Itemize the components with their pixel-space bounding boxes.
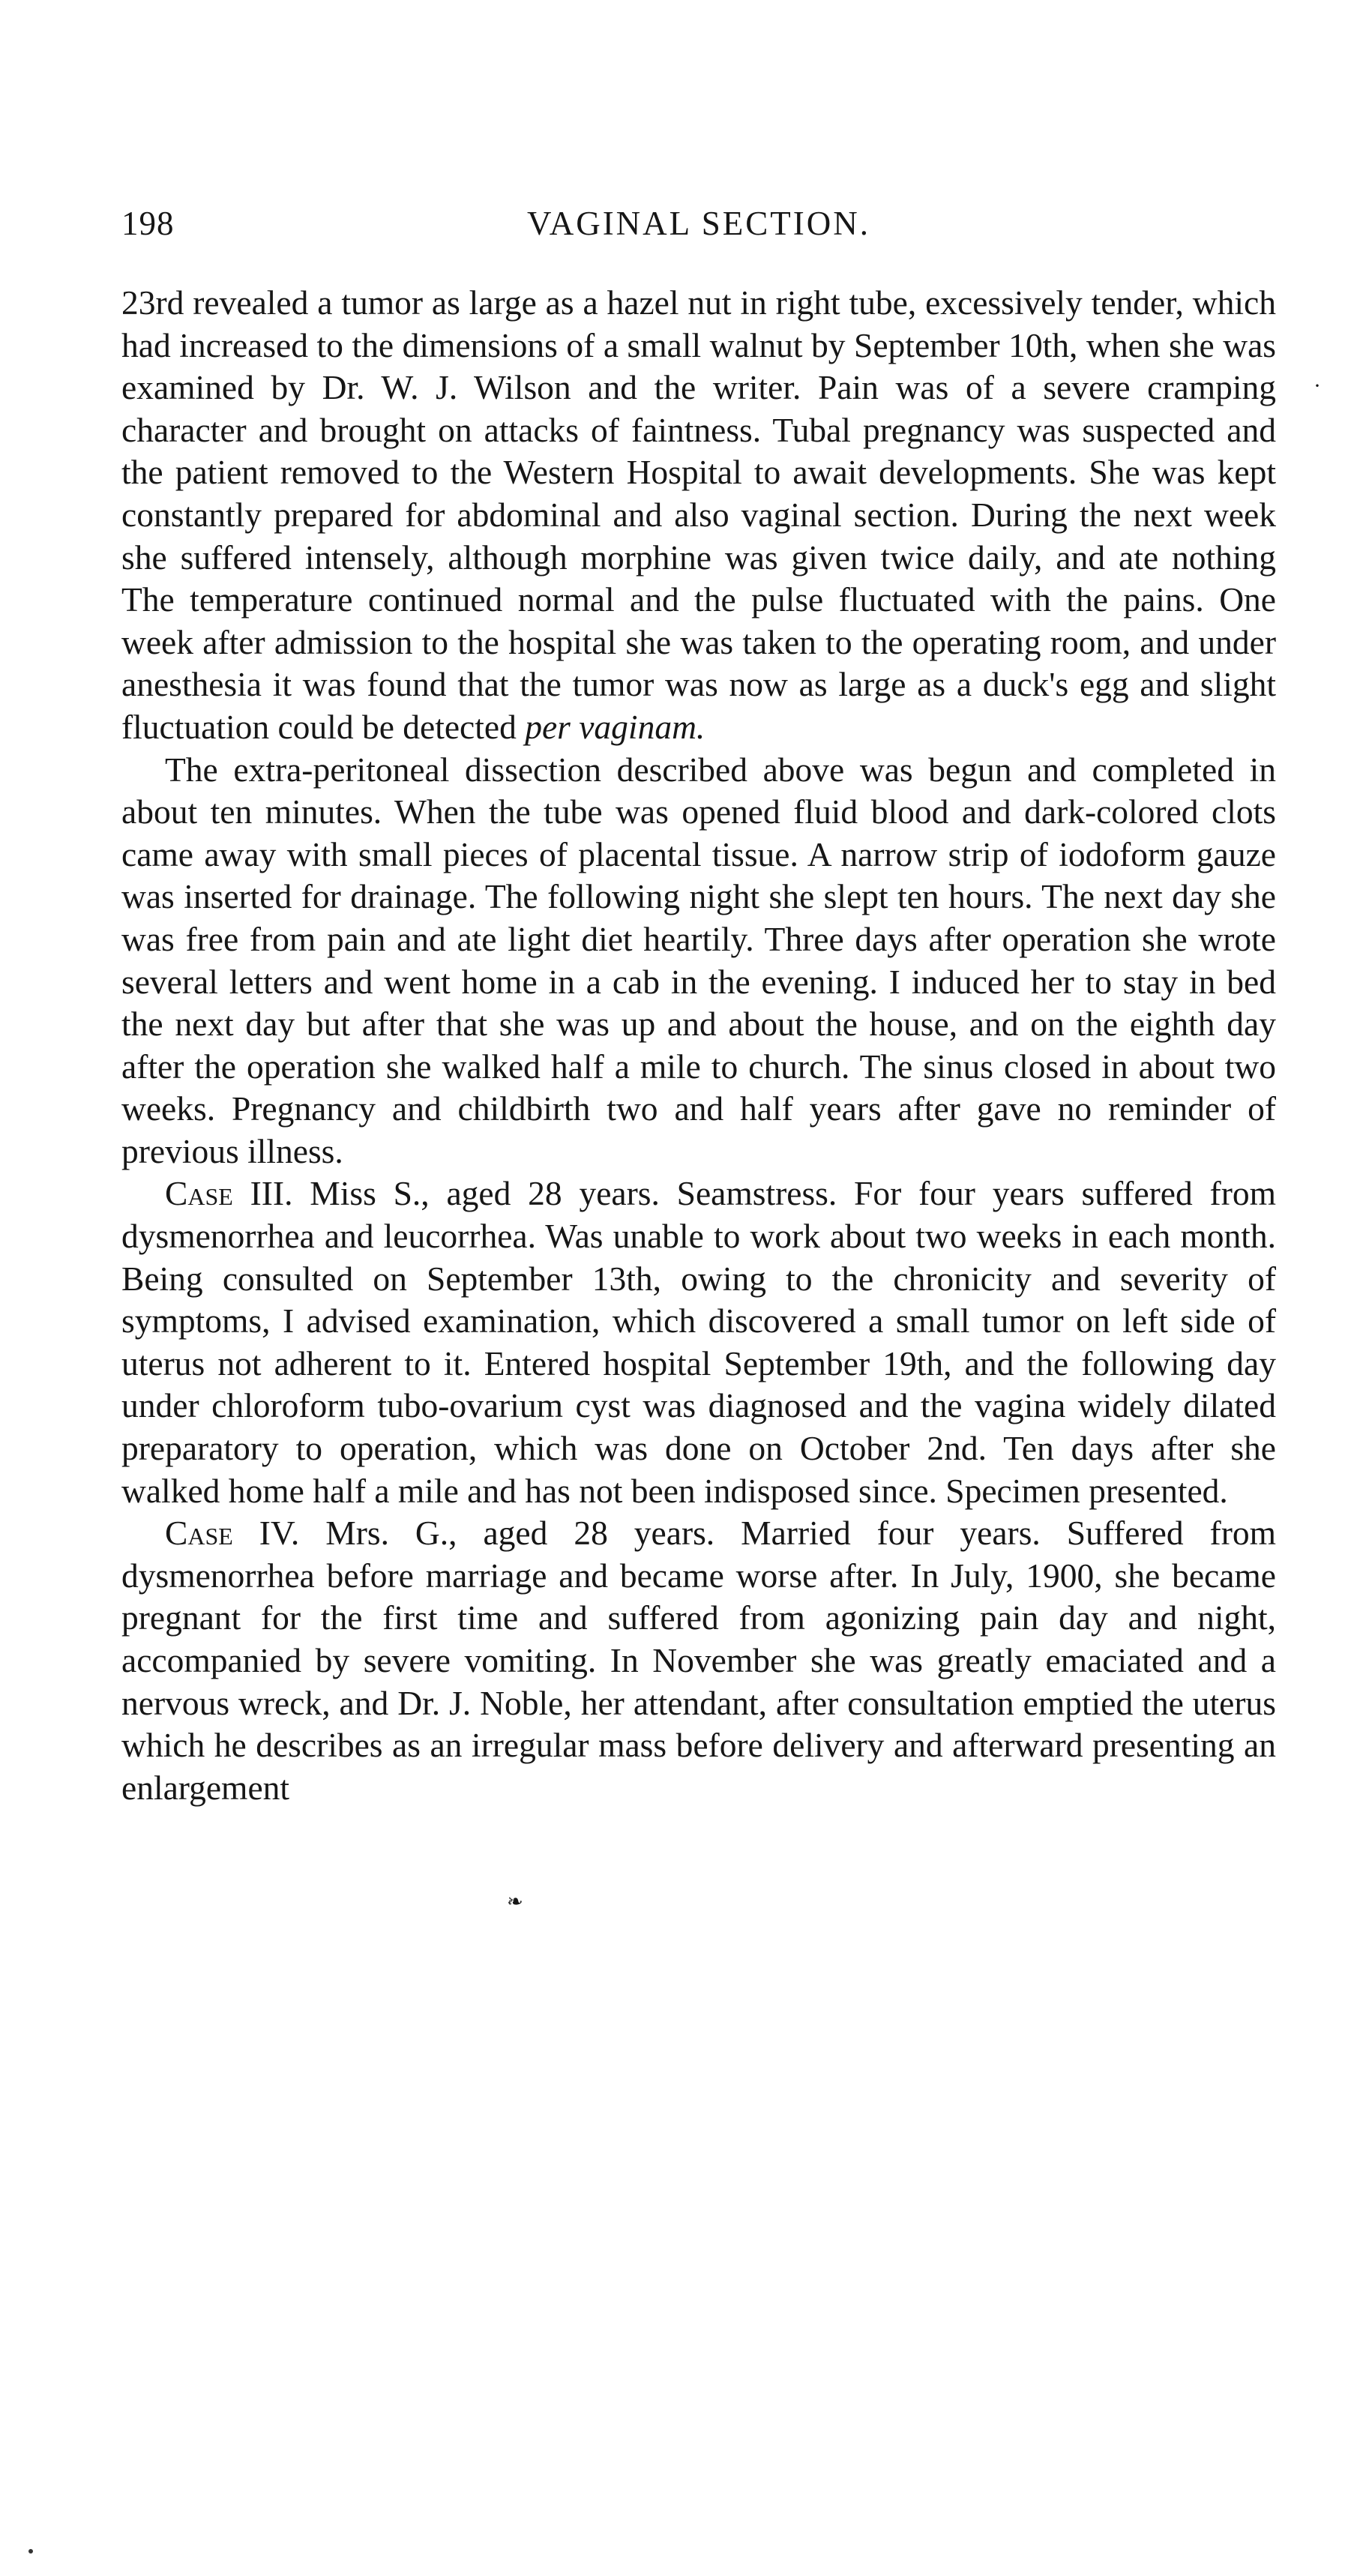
- paragraph-text: The extra-peritoneal dissection described above was begun and completed in about ten minutes. When the tube was opened fluid blood and dark-colored clots came away with small pieces of placental tissue. A narrow strip of iodoform gauze was inserted for drainage. The following night she slept ten hours. The next day she was free from pain and ate light diet heartily. Three days after operation she wrote several letters and went home in a cab in the evening. I induced her to stay in bed the next day but after that she was up and about the house, and on the eighth day after the operation she walked half a mile to church. The sinus closed in about two weeks. Pregnancy and childbirth two and half years after gave no reminder of previous illness.: [121, 750, 1276, 1170]
- paragraph-text: Miss S., aged 28 years. Seamstress. For four years suffered from dysmenorrhea and leucorrhea. Was unable to work about two weeks in each month. Being consulted on September 13th, owing to the chronicity and severity of symptoms, I advised examination, which discovered a small tumor on left side of uterus not adherent to it. Entered hospital September 19th, and the following day under chloroform tubo-ovarium cyst was diagnosed and the vagina widely dilated preparatory to operation, which was done on October 2nd. Ten days after she walked home half a mile and has not been indisposed since. Specimen presented.: [121, 1174, 1276, 1510]
- paragraph-dissection: [121, 749, 1276, 1173]
- margin-dot-mark: ·: [1314, 373, 1321, 398]
- paragraph-case-iii: [121, 1173, 1276, 1512]
- paragraph-text: 23rd revealed a tumor as large as a hazel nut in right tube, excessively tender, which had increased to the dimensions of a small walnut by September 10th, when she was examined by Dr. W. J. Wilson and the writer. Pain was of a severe cramping character and brought on attacks of faintness. Tubal pregnancy was suspected and the patient removed to the Western Hospital to await developments. She was kept constantly prepared for abdominal and also vaginal section. During the next week she suffered intensely, although morphine was given twice daily, and ate nothing The temperature continued normal and the pulse fluctuated with the pains. One week after admission to the hospital she was taken to the operating room, and under anesthesia it was found that the tumor was now as large as a duck's egg and slight fluctuation could be detected: [121, 283, 1276, 746]
- page-number: 198: [121, 205, 175, 242]
- paragraph-tumor-description: [121, 282, 1276, 749]
- running-title: VAGINAL SECTION.: [527, 205, 870, 242]
- italic-phrase: per vaginam.: [525, 707, 705, 746]
- stray-ink-mark: ❧: [507, 1891, 523, 1913]
- page-header: [121, 201, 1276, 246]
- case-label: Case III.: [165, 1174, 293, 1213]
- paragraph-text: Mrs. G., aged 28 years. Married four years. Suffered from dysmenorrhea before marriage and became worse after. In July, 1900, she became pregnant for the first time and suffered from agonizing pain day and night, accompanied by severe vomiting. In November she was greatly emaciated and a nervous wreck, and Dr. J. Noble, her attendant, after consultation emptied the uterus which he describes as an irregular mass before delivery and afterward presenting an enlargement: [121, 1514, 1276, 1807]
- body-text: [121, 282, 1276, 1809]
- corner-dot: [28, 2549, 33, 2554]
- case-label: Case IV.: [165, 1514, 300, 1553]
- paragraph-case-iv: [121, 1512, 1276, 1809]
